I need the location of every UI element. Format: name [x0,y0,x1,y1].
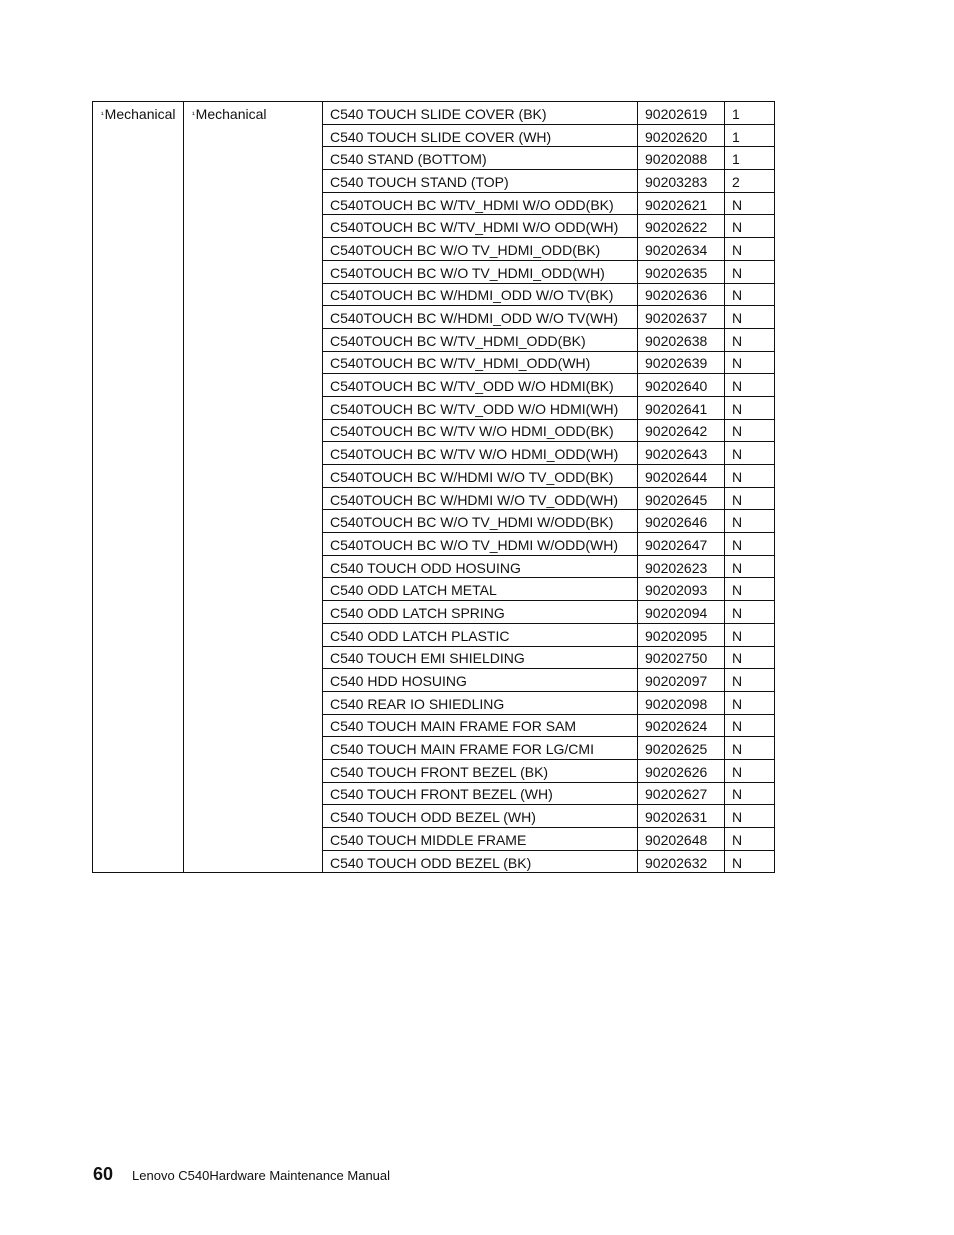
csr-cell: N [725,260,775,283]
fru-cell: 90202623 [638,555,725,578]
csr-cell: N [725,850,775,873]
fru-cell: 90202619 [638,102,725,125]
fru-cell: 90202647 [638,533,725,556]
description-cell: C540 TOUCH FRONT BEZEL (BK) [323,759,638,782]
csr-cell: N [725,306,775,329]
csr-cell: N [725,555,775,578]
description-cell: C540 TOUCH SLIDE COVER (WH) [323,124,638,147]
fru-cell: 90202636 [638,283,725,306]
csr-cell: N [725,623,775,646]
fru-cell: 90202644 [638,465,725,488]
description-cell: C540 TOUCH EMI SHIELDING [323,646,638,669]
page-number: 60 [93,1164,114,1184]
csr-cell: N [725,601,775,624]
fru-cell: 90202625 [638,737,725,760]
csr-cell: N [725,487,775,510]
page-footer [93,1164,390,1185]
fru-cell: 90202095 [638,623,725,646]
fru-cell: 90202648 [638,828,725,851]
csr-cell: N [725,691,775,714]
description-cell: C540TOUCH BC W/HDMI_ODD W/O TV(BK) [323,283,638,306]
description-cell: C540 TOUCH ODD BEZEL (WH) [323,805,638,828]
fru-cell: 90202639 [638,351,725,374]
description-cell: C540TOUCH BC W/O TV_HDMI W/ODD(WH) [323,533,638,556]
manual-title: Lenovo C540Hardware Maintenance Manual [132,1168,391,1183]
fru-cell: 90202640 [638,374,725,397]
fru-cell: 90202627 [638,782,725,805]
fru-cell: 90203283 [638,170,725,193]
fru-cell: 90202631 [638,805,725,828]
description-cell: C540TOUCH BC W/TV W/O HDMI_ODD(BK) [323,419,638,442]
fru-cell: 90202642 [638,419,725,442]
description-cell: C540TOUCH BC W/HDMI W/O TV_ODD(WH) [323,487,638,510]
fru-cell: 90202641 [638,396,725,419]
fru-cell: 90202646 [638,510,725,533]
csr-cell: N [725,238,775,261]
csr-cell: N [725,215,775,238]
description-cell: C540TOUCH BC W/O TV_HDMI_ODD(WH) [323,260,638,283]
description-cell: C540 TOUCH SLIDE COVER (BK) [323,102,638,125]
description-cell: C540 ODD LATCH METAL [323,578,638,601]
fru-cell: 90202094 [638,601,725,624]
fru-cell: 90202626 [638,759,725,782]
fru-cell: 90202634 [638,238,725,261]
description-cell: C540TOUCH BC W/O TV_HDMI_ODD(BK) [323,238,638,261]
csr-cell: N [725,646,775,669]
csr-cell: N [725,578,775,601]
csr-cell: N [725,192,775,215]
description-cell: C540TOUCH BC W/O TV_HDMI W/ODD(BK) [323,510,638,533]
description-cell: C540 HDD HOSUING [323,669,638,692]
description-cell: C540 TOUCH ODD HOSUING [323,555,638,578]
fru-cell: 90202097 [638,669,725,692]
description-cell: C540 ODD LATCH PLASTIC [323,623,638,646]
description-cell: C540 TOUCH MAIN FRAME FOR LG/CMI [323,737,638,760]
fru-cell: 90202750 [638,646,725,669]
fru-cell: 90202638 [638,328,725,351]
footnote-marker: ¹ [101,110,104,119]
description-cell: C540TOUCH BC W/TV W/O HDMI_ODD(WH) [323,442,638,465]
csr-cell: N [725,828,775,851]
csr-cell: N [725,759,775,782]
fru-cell: 90202088 [638,147,725,170]
fru-cell: 90202093 [638,578,725,601]
csr-cell: N [725,510,775,533]
description-cell: C540TOUCH BC W/TV_HDMI_ODD(BK) [323,328,638,351]
description-cell: C540 TOUCH FRONT BEZEL (WH) [323,782,638,805]
fru-cell: 90202622 [638,215,725,238]
description-cell: C540TOUCH BC W/TV_HDMI W/O ODD(WH) [323,215,638,238]
csr-cell: N [725,419,775,442]
table-row [93,102,775,125]
parts-table [92,101,775,873]
csr-cell: N [725,283,775,306]
csr-cell: 1 [725,124,775,147]
csr-cell: N [725,714,775,737]
category-cell-1 [93,102,184,873]
csr-cell: N [725,533,775,556]
category-cell-2 [184,102,323,873]
csr-cell: N [725,805,775,828]
parts-table-body [93,102,775,873]
fru-cell: 90202620 [638,124,725,147]
fru-cell: 90202643 [638,442,725,465]
csr-cell: N [725,351,775,374]
fru-cell: 90202624 [638,714,725,737]
fru-cell: 90202645 [638,487,725,510]
csr-cell: N [725,669,775,692]
csr-cell: N [725,396,775,419]
description-cell: C540TOUCH BC W/TV_HDMI_ODD(WH) [323,351,638,374]
csr-cell: N [725,374,775,397]
description-cell: C540 STAND (BOTTOM) [323,147,638,170]
category-label: Mechanical [195,106,267,122]
description-cell: C540 ODD LATCH SPRING [323,601,638,624]
fru-cell: 90202637 [638,306,725,329]
csr-cell: N [725,465,775,488]
csr-cell: 1 [725,102,775,125]
category-label: Mechanical [104,106,176,122]
csr-cell: N [725,782,775,805]
description-cell: C540TOUCH BC W/HDMI W/O TV_ODD(BK) [323,465,638,488]
description-cell: C540TOUCH BC W/TV_ODD W/O HDMI(BK) [323,374,638,397]
csr-cell: N [725,328,775,351]
description-cell: C540TOUCH BC W/TV_HDMI W/O ODD(BK) [323,192,638,215]
description-cell: C540 TOUCH STAND (TOP) [323,170,638,193]
description-cell: C540TOUCH BC W/HDMI_ODD W/O TV(WH) [323,306,638,329]
csr-cell: N [725,442,775,465]
description-cell: C540TOUCH BC W/TV_ODD W/O HDMI(WH) [323,396,638,419]
footnote-marker: ¹ [192,110,195,119]
fru-cell: 90202621 [638,192,725,215]
description-cell: C540 TOUCH MAIN FRAME FOR SAM [323,714,638,737]
description-cell: C540 TOUCH ODD BEZEL (BK) [323,850,638,873]
description-cell: C540 TOUCH MIDDLE FRAME [323,828,638,851]
csr-cell: 2 [725,170,775,193]
description-cell: C540 REAR IO SHIEDLING [323,691,638,714]
csr-cell: 1 [725,147,775,170]
fru-cell: 90202635 [638,260,725,283]
fru-cell: 90202632 [638,850,725,873]
fru-cell: 90202098 [638,691,725,714]
csr-cell: N [725,737,775,760]
